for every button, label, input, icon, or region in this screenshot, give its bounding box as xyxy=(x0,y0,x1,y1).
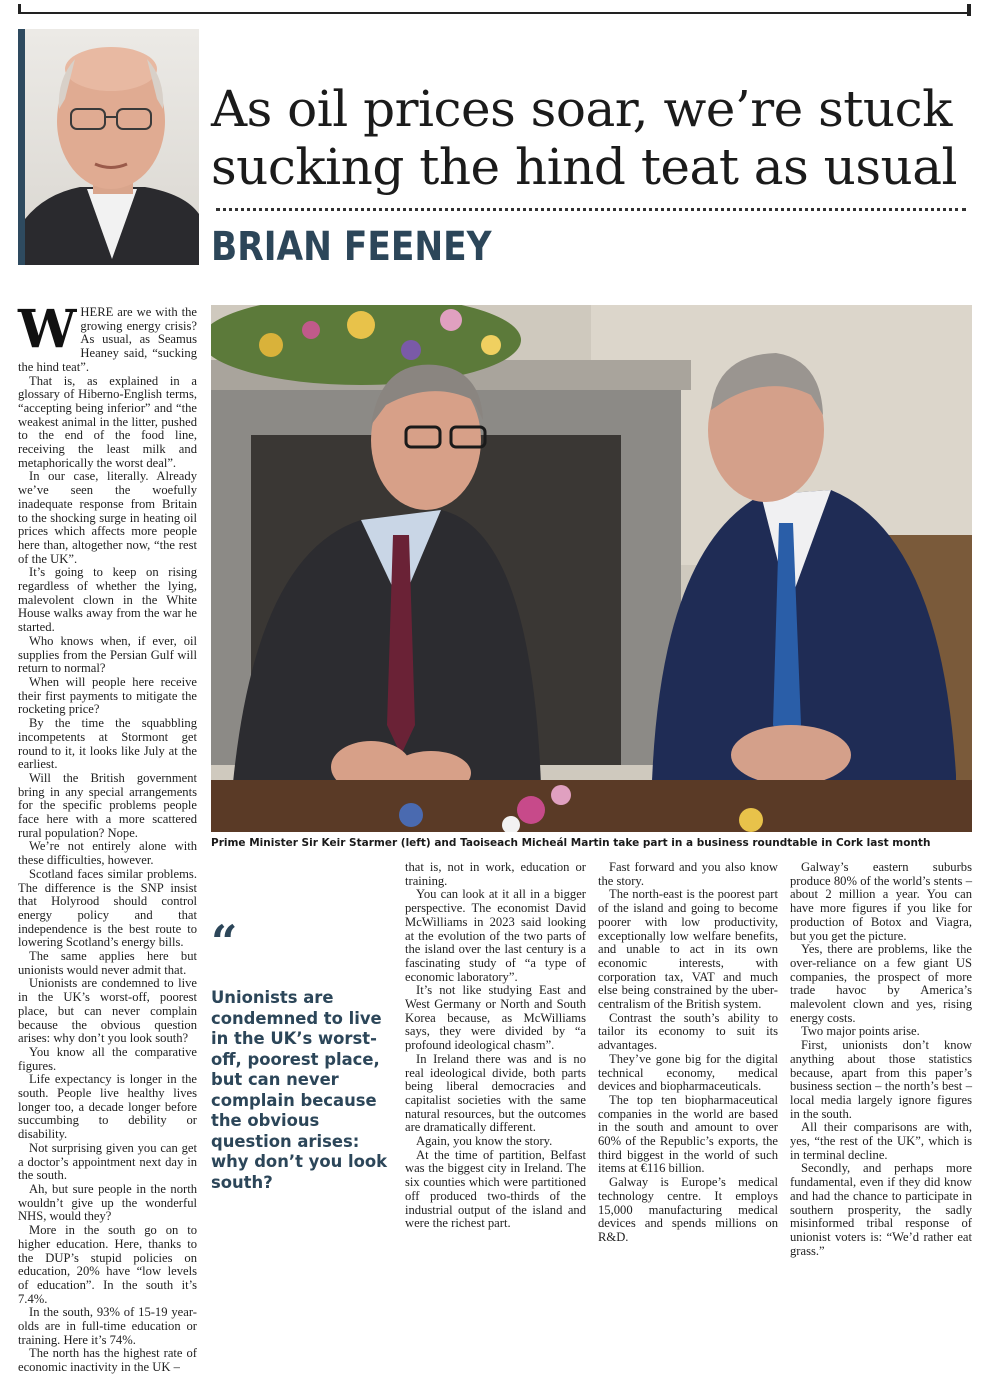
paragraph: By the time the squabbling incompetents at Stormont get round to it, it looks like July at the earliest. xyxy=(18,716,197,772)
paragraph: In the south, 93% of 15-19 year-olds are in full-time education or training. Here it’s 74%. xyxy=(18,1305,197,1347)
paragraph: Ah, but sure people in the north wouldn’t give up the wonderful NHS, would they? xyxy=(18,1182,197,1224)
article-column-1 xyxy=(18,299,197,1375)
paragraph: You can look at it all in a bigger perspective. The economist David McWilliams in 2023 said looking at the evolution of the two parts of the island over the last century is a fascinating study of “a type of economic laboratory”. xyxy=(405,887,586,984)
paragraph: Secondly, and perhaps more fundamental, even if they did know and had the chance to participate in southern prosperity, the sadly misinformed tribal response of unionist voters is: “We’d rather eat grass.” xyxy=(790,1161,972,1258)
portrait-accent-bar xyxy=(18,29,25,265)
article-photo xyxy=(211,305,972,832)
quote-mark-icon: “ xyxy=(211,915,238,969)
paragraph: Life expectancy is longer in the south. People live healthy lives longer too, a decade longer before succumbing to debility or disability. xyxy=(18,1072,197,1142)
top-rule xyxy=(18,12,971,14)
paragraph: Scotland faces similar problems. The difference is the SNP insist that Holyrood should control energy policy and that independence is the best route to lowering Scotland’s energy bills. xyxy=(18,866,197,950)
paragraph: Who knows when, if ever, oil supplies from the Persian Gulf will return to normal? xyxy=(18,633,197,676)
drop-cap: W xyxy=(18,299,77,360)
paragraph: Will the British government bring in any special arrangements for the specific problems people face here with a more scattered rural population? Nope. xyxy=(18,770,197,840)
author-portrait xyxy=(25,29,199,265)
byline: BRIAN FEENEY xyxy=(211,224,492,270)
article-column-4 xyxy=(790,861,972,1258)
lead-paragraph: Fast forward and you also know the story. xyxy=(598,860,778,888)
paragraph: Unionists are condemned to live in the UK’s worst-off, poorest place, but can never complain because the obvious question arises: why don’t you look south? xyxy=(18,976,197,1046)
paragraph: The same applies here but unionists would never admit that. xyxy=(18,949,197,977)
paragraph: When will people here receive their first payments to mitigate the rocketing price? xyxy=(18,674,197,717)
paragraph: At the time of partition, Belfast was the biggest city in Ireland. The six counties which were partitioned off produced two-thirds of the industrial output of the island and were the richest part. xyxy=(405,1147,586,1231)
paragraph: They’ve gone big for the digital technical economy, medical devices and biopharmaceuticals. xyxy=(598,1051,778,1094)
paragraph: Yes, there are problems, like the over-reliance on a few giant US companies, the prospect of more trade havoc by America’s malevolent clown and yes, rising energy costs. xyxy=(790,942,972,1025)
paragraph: Contrast the south’s ability to tailor its economy to suit its advantages. xyxy=(598,1010,778,1053)
lead-paragraph: Galway’s eastern suburbs produce 80% of the world’s stents – about 2 million a year. You can have more figures if you like for production of Botox and Viagra, but you get the picture. xyxy=(790,860,972,943)
paragraph: First, unionists don’t know anything about those statistics because, apart from this paper’s business section – the north’s best – local media largely ignore figures in the south. xyxy=(790,1038,972,1121)
paragraph: In our case, literally. Already we’ve seen the woefully inadequate response from Britain to the shocking surge in heating oil prices which affects more people here than, altogether now, “the rest of the UK”. xyxy=(18,469,197,566)
article-column-2 xyxy=(405,861,586,1231)
paragraph: Galway is Europe’s medical technology centre. It employs 15,000 manufacturing medical devices and spends millions on R&D. xyxy=(598,1175,778,1244)
paragraph: All their comparisons are with, yes, “the rest of the UK”, which is in terminal decline. xyxy=(790,1120,972,1162)
paragraph: In Ireland there was and is no real ideological divide, both parts being liberal democracies and capitalist societies with the same natural resources, but the outcomes are dramatically different. xyxy=(405,1051,586,1135)
lead-paragraph: that is, not in work, education or training. xyxy=(405,860,586,888)
paragraph: The top ten biopharmaceutical companies in the world are based in the south and amount to over 60% of the Republic’s exports, the third biggest in the world of such items at €116 billion. xyxy=(598,1092,778,1176)
paragraph: More in the south go on to higher education. Here, thanks to the DUP’s stupid policies on education, 20% have “low levels of education”. In the south it’s 7.4%. xyxy=(18,1223,197,1306)
headline: As oil prices soar, we’re stuck sucking the hind teat as usual xyxy=(211,80,958,196)
paragraph: It’s going to keep on rising regardless of whether the lying, malevolent clown in the White House walks away from the war he started. xyxy=(18,565,197,635)
paragraph: We’re not entirely alone with these difficulties, however. xyxy=(18,839,197,868)
paragraph: The north-east is the poorest part of the island and going to become poorer with low productivity, exceptionally low welfare benefits, and unable to act in its own economic interests, with corporation tax, VAT and much else being constrained by the uber-centralism of the British system. xyxy=(598,887,778,1012)
article-column-3 xyxy=(598,861,778,1245)
paragraph: Two major points arise. xyxy=(801,1024,920,1039)
paragraph: It’s not like studying East and West Germany or North and South Korea because, as McWilliams says, they were divided by “a profound ideological chasm”. xyxy=(405,983,586,1053)
paragraph: You know all the comparative figures. xyxy=(18,1044,197,1073)
dotted-divider xyxy=(216,208,966,211)
paragraph: Again, you know the story. xyxy=(416,1134,553,1149)
lead-paragraph xyxy=(18,299,197,375)
paragraph: Not surprising given you can get a doctor’s appointment next day in the south. xyxy=(18,1140,197,1183)
top-rule-mark-right xyxy=(967,4,971,16)
lead-text: HERE are we with the growing energy crisis? As usual, as Seamus Heaney said, “sucking the hind teat”. xyxy=(18,305,197,374)
pull-quote: Unionists are condemned to live in the UK’s worst-off, poorest place, but can never complain because the obvious question arises: why don’t you look south? xyxy=(211,988,387,1192)
photo-caption: Prime Minister Sir Keir Starmer (left) and Taoiseach Micheál Martin take part in a business roundtable in Cork last month xyxy=(211,837,931,849)
paragraph: That is, as explained in a glossary of Hiberno-English terms, “accepting being inferior” and “the weakest animal in the litter, pushed to the end of the food line, receiving the least milk and metaphorically the worst deal”. xyxy=(18,373,197,470)
paragraph: The north has the highest rate of economic inactivity in the UK – xyxy=(18,1346,197,1375)
